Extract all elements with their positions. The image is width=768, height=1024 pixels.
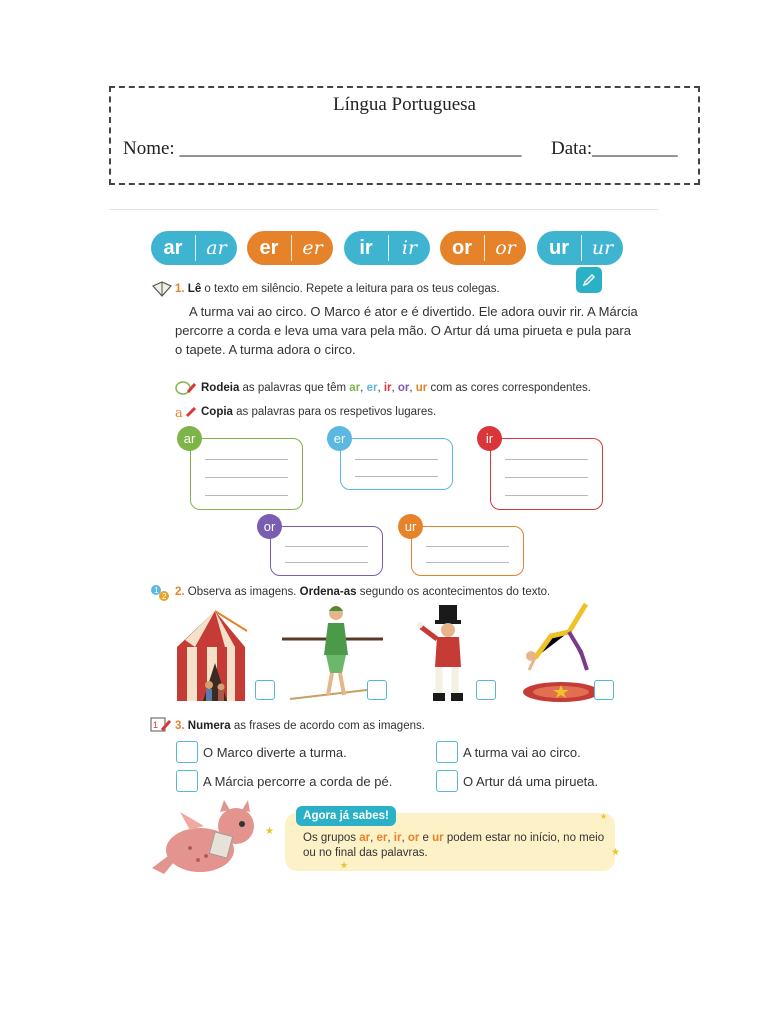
rodeia-rest: as palavras que têm (239, 382, 350, 394)
ringmaster-illustration (415, 605, 477, 710)
circus-tent-illustration (175, 607, 255, 710)
page-separator (109, 209, 658, 210)
callout-group-ir: ir (393, 832, 402, 844)
syllable-pill-er (247, 231, 333, 265)
story-line-2: percorre a corda e leva uma vara pela mão. O Artur dá uma pirueta e pula para (175, 323, 631, 338)
order-checkbox-2[interactable] (367, 680, 387, 700)
pencil-icon (576, 267, 602, 293)
sentence-3: A Márcia percorre a corda de pé. (203, 774, 393, 789)
box-label-ur: ur (398, 514, 423, 539)
group-ar: ar (349, 382, 361, 394)
circle-word-icon (175, 380, 197, 401)
exercise2-bold: Ordena-as (299, 586, 357, 598)
callout-group-ur: ur (432, 832, 444, 844)
story-line-1: A turma vai ao circo. O Marco é ator e é divertido. Ele adora ouvir rir. A Márcia (189, 304, 638, 319)
sentence-4: O Artur dá uma pirueta. (463, 774, 599, 789)
syllable-print: ur (549, 236, 569, 259)
acrobat-illustration (521, 600, 601, 709)
exercise1-rest: o texto em silêncio. Repete a leitura para os teus colegas. (201, 283, 500, 295)
syllable-cursive: or (495, 237, 516, 259)
star-icon: ★ (600, 812, 608, 821)
copy-box-or[interactable] (270, 526, 383, 576)
rodeia-instruction: Rodeia as palavras que têm ar, er, ir, or, ur com as cores correspondentes. (201, 382, 591, 394)
sentence-checkbox-3[interactable] (176, 770, 198, 792)
story-line-3: o tapete. A turma adora o circo. (175, 342, 356, 357)
number-icon (150, 716, 172, 739)
star-icon: ★ (265, 826, 274, 837)
sentence-1: O Marco diverte a turma. (203, 745, 347, 760)
exercise2-instruction (175, 586, 550, 598)
syllable-cursive: er (302, 237, 323, 259)
syllable-cursive: ur (591, 237, 614, 259)
rodeia-end: com as cores correspondentes. (427, 382, 591, 394)
svg-text:1: 1 (154, 586, 159, 595)
copia-rest: as palavras para os respetivos lugares. (232, 406, 437, 418)
svg-text:2: 2 (162, 592, 167, 601)
svg-text:a: a (175, 406, 183, 420)
date-field[interactable] (551, 138, 678, 160)
exercise1-bold: Lê (187, 283, 202, 295)
syllable-print: er (259, 236, 279, 259)
order-checkbox-3[interactable] (476, 680, 496, 700)
order-checkbox-1[interactable] (255, 680, 275, 700)
dragon-mascot-illustration (150, 800, 270, 883)
exercise1-number: 1. (175, 283, 185, 295)
header-box (109, 86, 700, 185)
callout-end: podem estar no início, no meio (443, 832, 605, 844)
box-label-er: er (327, 426, 352, 451)
sentence-checkbox-4[interactable] (436, 770, 458, 792)
copy-box-ar[interactable] (190, 438, 303, 510)
syllable-print: ir (359, 236, 373, 259)
page-title: Língua Portuguesa (332, 94, 476, 115)
exercise2-start: Observa as imagens. (187, 586, 300, 598)
syllable-pill-ur (537, 231, 623, 265)
star-icon: ★ (340, 860, 349, 870)
sentence-checkbox-2[interactable] (436, 741, 458, 763)
syllable-cursive: ar (206, 237, 227, 259)
group-er: er (366, 382, 378, 394)
callout-title: Agora já sabes! (296, 806, 396, 826)
sentence-2: A turma vai ao circo. (463, 745, 581, 760)
callout-line-2: ou no final das palavras. (303, 847, 428, 859)
box-label-ar: ar (177, 426, 202, 451)
name-label: Nome: (123, 138, 180, 159)
callout-line-1: Os grupos ar, er, ir, or e ur podem estar no início, no meio (303, 832, 605, 844)
callout-group-ar: ar (359, 832, 371, 844)
svg-text:1: 1 (153, 720, 159, 730)
exercise3-bold: Numera (187, 720, 231, 732)
group-ir: ir (383, 382, 392, 394)
sentence-checkbox-1[interactable] (176, 741, 198, 763)
group-ur: ur (415, 382, 428, 394)
exercise3-number: 3. (175, 720, 185, 732)
box-label-ir: ir (477, 426, 502, 451)
syllable-pill-ir (344, 231, 430, 265)
syllable-cursive: ir (401, 237, 418, 259)
date-line: _________ (592, 138, 678, 159)
copy-box-ir[interactable] (490, 438, 603, 510)
date-label: Data: (551, 138, 593, 159)
order-icon (150, 584, 172, 607)
callout-group-or: or (407, 832, 420, 844)
callout-group-er: er (376, 832, 388, 844)
copy-box-ur[interactable] (411, 526, 524, 576)
order-checkbox-4[interactable] (594, 680, 614, 700)
box-label-or: or (257, 514, 282, 539)
copy-box-er[interactable] (340, 438, 453, 490)
callout-start: Os grupos (303, 832, 360, 844)
group-or: or (397, 382, 410, 394)
star-icon: ★ (611, 847, 620, 858)
name-field[interactable] (123, 138, 521, 160)
syllable-print: or (452, 236, 472, 259)
syllable-pill-ar (151, 231, 237, 265)
copia-bold: Copia (201, 406, 233, 418)
exercise2-number: 2. (175, 586, 185, 598)
exercise3-instruction (175, 720, 425, 732)
copia-instruction (201, 406, 436, 418)
syllable-print: ar (163, 236, 183, 259)
book-icon (151, 280, 173, 303)
rodeia-bold: Rodeia (201, 382, 240, 394)
name-line: ____________________________________ (179, 138, 522, 159)
exercise1-instruction (175, 283, 500, 295)
syllable-pill-or (440, 231, 526, 265)
exercise2-end: segundo os acontecimentos do texto. (356, 586, 551, 598)
copy-icon (175, 404, 197, 425)
exercise3-rest: as frases de acordo com as imagens. (230, 720, 425, 732)
